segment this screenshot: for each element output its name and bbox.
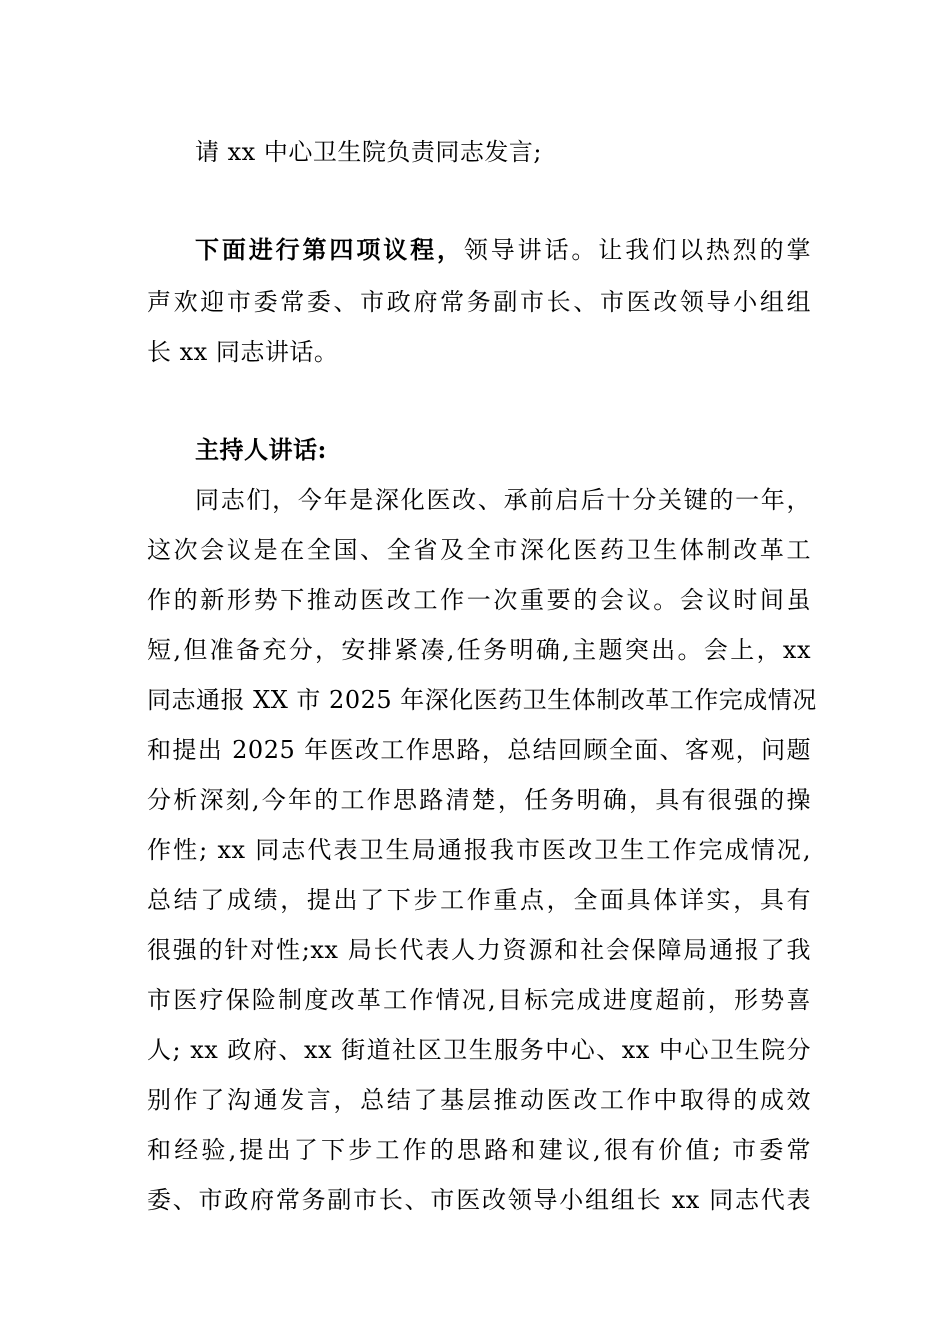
paragraph-agenda-line-3: 长 xx 同志讲话。 [147, 338, 339, 366]
body-line: 同志通报 XX 市 2025 年深化医药卫生体制改革工作完成情况 [147, 686, 817, 714]
body-line: 委、市政府常务副市长、市医改领导小组组长 xx 同志代表 [147, 1186, 811, 1214]
agenda-item-rest: 领导讲话。让我们以热烈的掌 [463, 236, 812, 264]
body-line: 市医疗保险制度改革工作情况,目标完成进度超前，形势喜 [147, 986, 811, 1014]
body-line: 总结了成绩，提出了下步工作重点，全面具体详实，具有 [147, 886, 811, 914]
body-line: 和提出 2025 年医改工作思路，总结回顾全面、客观，问题 [147, 736, 811, 764]
body-line: 分析深刻,今年的工作思路清楚，任务明确，具有很强的操 [147, 786, 811, 814]
body-line: 很强的针对性;xx 局长代表人力资源和社会保障局通报了我 [147, 936, 811, 964]
body-line: 同志们，今年是深化医改、承前启后十分关键的一年， [195, 486, 811, 514]
agenda-item-lead: 下面进行第四项议程， [195, 235, 464, 264]
paragraph-agenda-line-1 [195, 235, 811, 265]
body-line: 短,但准备充分，安排紧凑,任务明确,主题突出。会上，xx [147, 636, 811, 664]
section-heading-host-speech: 主持人讲话: [195, 435, 327, 464]
body-line: 作的新形势下推动医改工作一次重要的会议。会议时间虽 [147, 586, 811, 614]
body-line: 别作了沟通发言，总结了基层推动医改工作中取得的成效 [147, 1086, 811, 1114]
body-line: 和经验,提出了下步工作的思路和建议,很有价值; 市委常 [147, 1136, 811, 1164]
paragraph-agenda-line-2: 声欢迎市委常委、市政府常务副市长、市医改领导小组组 [147, 288, 811, 316]
body-line: 这次会议是在全国、全省及全市深化医药卫生体制改革工 [147, 536, 811, 564]
body-line: 人; xx 政府、xx 街道社区卫生服务中心、xx 中心卫生院分 [147, 1036, 811, 1064]
body-line: 作性; xx 同志代表卫生局通报我市医改卫生工作完成情况, [147, 836, 811, 864]
paragraph-speech-request: 请 xx 中心卫生院负责同志发言; [195, 138, 542, 166]
